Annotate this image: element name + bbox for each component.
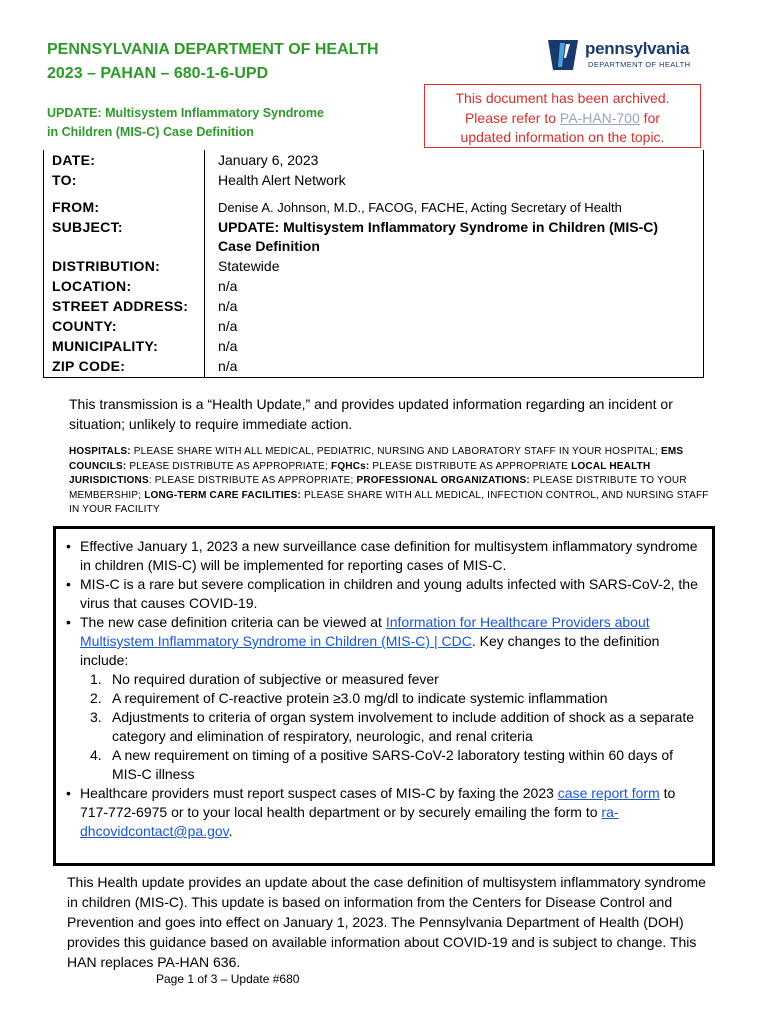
bullet-item <box>62 575 702 613</box>
item-text: A requirement of C-reactive protein ≥3.0 mg/dl to indicate systemic inflammation <box>112 690 608 706</box>
key-points-list <box>62 537 702 841</box>
hospitals-text: PLEASE SHARE WITH ALL MEDICAL, PEDIATRIC, NURSING AND LABORATORY STAFF IN YOUR HOSPITAL; <box>130 446 659 457</box>
subject-line-1: UPDATE: Multisystem Inflammatory Syndrome in Children (MIS-C) <box>218 219 659 235</box>
numbered-item <box>62 708 702 746</box>
cdc-misc-link[interactable]: Information for Healthcare Providers about Multisystem Inflammatory Syndrome in Children (MIS-C) | CDC <box>80 614 650 649</box>
date-value: January 6, 2023 <box>218 152 319 168</box>
distribution-label: DISTRIBUTION: <box>52 258 161 274</box>
from-label: FROM: <box>52 199 100 215</box>
municipality-label: MUNICIPALITY: <box>52 338 159 354</box>
location-value: n/a <box>218 278 238 294</box>
bullet-icon: • <box>66 576 71 592</box>
bullet-4-text: Healthcare providers must report suspect cases of MIS-C by faxing the 2023 <box>80 785 558 801</box>
street-address-label: STREET ADDRESS: <box>52 298 189 314</box>
county-value: n/a <box>218 318 238 334</box>
pa-health-logo <box>545 38 710 74</box>
county-label: COUNTY: <box>52 318 117 334</box>
bullet-1-text: Effective January 1, 2023 a new surveillance case definition for multisystem inflammatory syndrome in children (MIS-C) will be implemented for reporting cases of MIS-C. <box>80 538 698 573</box>
municipality-value: n/a <box>218 338 238 354</box>
archived-line-2-text: Please refer to <box>464 109 560 126</box>
archived-line-3: updated information on the topic. <box>460 129 665 145</box>
street-address-value: n/a <box>218 298 238 314</box>
ems-heading: EMS COUNCILS: <box>69 446 684 472</box>
item-number: 2. <box>90 690 102 706</box>
logo-wordmark: pennsylvania <box>585 39 690 58</box>
bullet-item <box>62 537 702 575</box>
ltc-text: PLEASE SHARE WITH ALL MEDICAL, INFECTION CONTROL, AND NURSING STAFF IN YOUR FACILITY <box>69 489 709 516</box>
prof-org-heading: PROFESSIONAL ORGANIZATIONS: <box>353 475 530 487</box>
subject-value <box>218 218 698 256</box>
bullet-icon: • <box>66 538 71 554</box>
item-text: Adjustments to criteria of organ system involvement to include addition of shock as a separate category and elimination of respiratory, neurologic, and renal criteria <box>112 709 695 744</box>
fqhc-heading: FQHCs: <box>328 460 370 472</box>
numbered-item <box>62 670 702 689</box>
date-label: DATE: <box>52 152 96 168</box>
page-footer: Page 1 of 3 – Update #680 <box>156 972 300 986</box>
bullet-item <box>62 613 702 670</box>
pa-han-700-link[interactable]: PA-HAN-700 <box>559 109 640 126</box>
archived-line-2 <box>425 109 700 129</box>
logo-department: DEPARTMENT OF HEALTH <box>588 60 691 69</box>
location-label: LOCATION: <box>52 278 132 294</box>
distribution-value: Statewide <box>218 258 280 274</box>
bullet-icon: • <box>66 785 71 801</box>
title-line-1: PENNSYLVANIA DEPARTMENT OF HEALTH <box>47 41 379 58</box>
subtitle-line-1: UPDATE: Multisystem Inflammatory Syndrome <box>47 106 324 120</box>
key-points-box <box>53 526 715 866</box>
bullet-4-mid: to 717-772-6975 or to your local health department or by securely emailing the form to <box>80 785 676 820</box>
item-number: 3. <box>90 709 102 725</box>
numbered-item <box>62 746 702 784</box>
page-subtitle <box>47 104 377 142</box>
item-number: 4. <box>90 747 102 763</box>
bullet-4-tail: . <box>228 823 233 839</box>
lhj-heading: LOCAL HEALTH JURISDICTIONS <box>69 460 651 487</box>
item-number: 1. <box>90 671 102 687</box>
numbered-item <box>62 689 702 708</box>
email-link[interactable]: ra-dhcovidcontact@pa.gov <box>80 804 619 839</box>
intro-paragraph: This transmission is a “Health Update,” and provides updated information regarding an incident or situation; unlikely to require immediate action. <box>69 396 673 432</box>
fqhc-text: PLEASE DISTRIBUTE AS APPROPRIATE <box>369 460 569 472</box>
to-value: Health Alert Network <box>218 172 346 188</box>
bullet-3-tail: . Key changes to the definition include: <box>80 633 660 668</box>
ltc-heading: LONG-TERM CARE FACILITIES: <box>141 489 302 501</box>
zip-code-value: n/a <box>218 358 238 374</box>
prof-org-text: PLEASE DISTRIBUTE TO YOUR MEMBERSHIP; <box>69 475 687 501</box>
subject-line-2: Case Definition <box>218 238 320 254</box>
archived-line-2-tail: for <box>639 109 661 126</box>
closing-paragraph: This Health update provides an update about the case definition of multisystem inflammatory syndrome in children (MIS-C). This update is based on information from the Centers for Disease Control and Prevention and goes into effect on January 1, 2023. The Pennsylvania Department of Health (DOH) provides this guidance based on available information about COVID-19 and is subject to change. This HAN replaces PA-HAN 636. <box>67 874 706 970</box>
bullet-2-text: MIS-C is a rare but severe complication in children and young adults infected with SARS-CoV-2, the virus that causes COVID-19. <box>80 576 698 611</box>
distribution-note <box>69 445 709 518</box>
from-value: Denise A. Johnson, M.D., FACOG, FACHE, Acting Secretary of Health <box>218 200 622 215</box>
bullet-3-text: The new case definition criteria can be viewed at <box>80 614 386 630</box>
ems-text: PLEASE DISTRIBUTE AS APPROPRIATE; <box>126 460 329 472</box>
title-line-2: 2023 – PAHAN – 680-1-6-UPD <box>47 65 269 82</box>
case-report-form-link[interactable]: case report form <box>557 785 660 801</box>
page-title <box>47 38 379 86</box>
item-text: A new requirement on timing of a positive SARS-CoV-2 laboratory testing within 60 days of MIS-C illness <box>112 747 674 782</box>
bullet-item <box>62 784 702 841</box>
keystone-logo-icon <box>545 38 581 72</box>
archived-notice <box>424 84 701 148</box>
archived-line-1: This document has been archived. <box>455 90 670 106</box>
subtitle-line-2: in Children (MIS-C) Case Definition <box>47 125 254 139</box>
bullet-icon: • <box>66 614 71 630</box>
to-label: TO: <box>52 172 77 188</box>
hospitals-heading: HOSPITALS: <box>69 446 131 457</box>
subject-label: SUBJECT: <box>52 219 123 235</box>
item-text: No required duration of subjective or measured fever <box>112 671 439 687</box>
zip-code-label: ZIP CODE: <box>52 358 126 374</box>
header-fields-table <box>43 150 704 378</box>
table-divider <box>204 150 205 377</box>
lhj-text: : PLEASE DISTRIBUTE AS APPROPRIATE; <box>148 475 354 487</box>
